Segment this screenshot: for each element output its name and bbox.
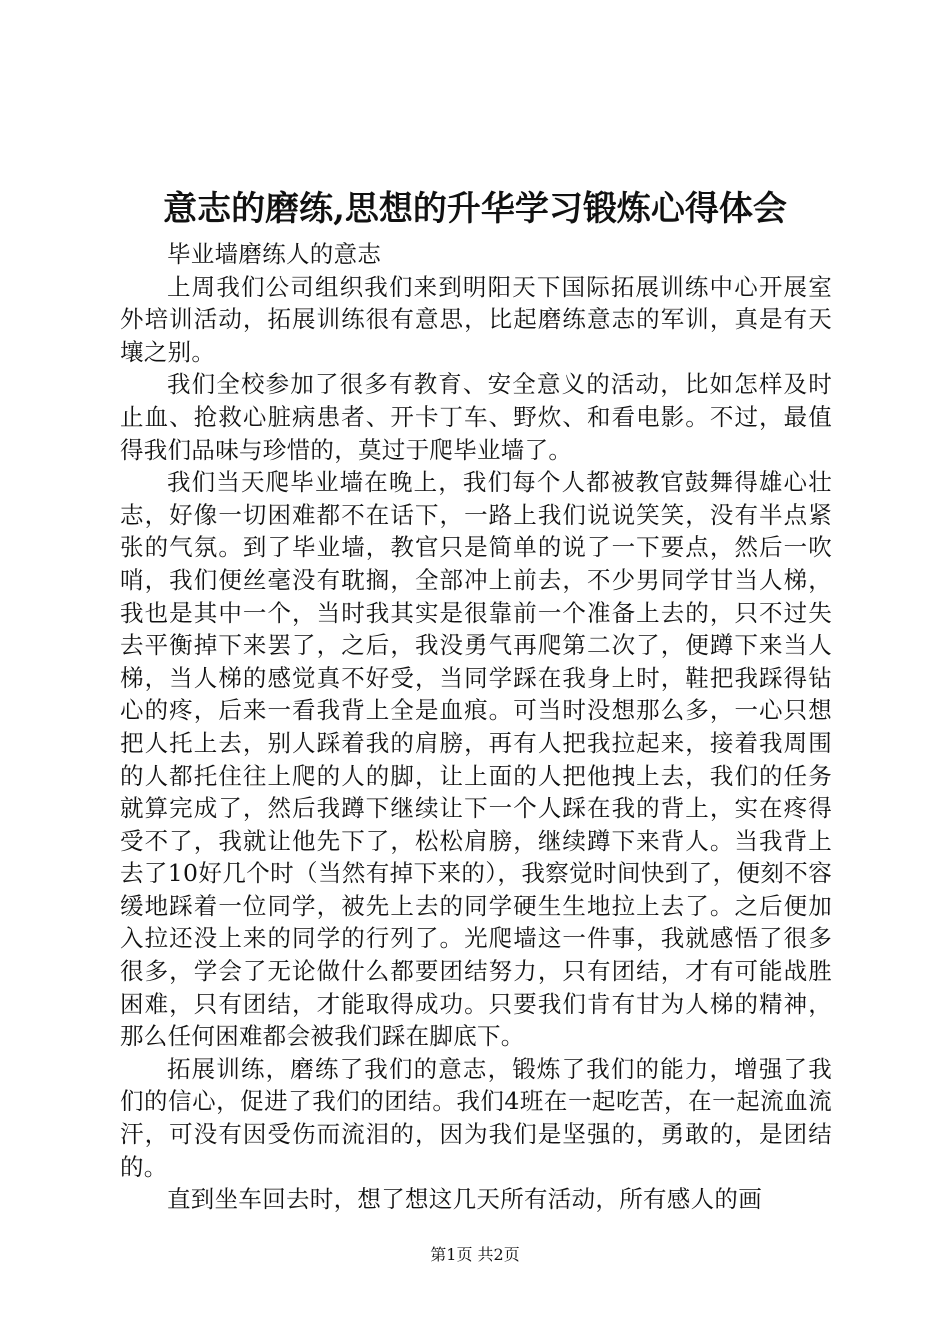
- document-title: 意志的磨练,思想的升华学习锻炼心得体会: [163, 189, 787, 229]
- paragraph: 上周我们公司组织我们来到明阳天下国际拓展训练中心开展室外培训活动，拓展训练很有意思，比起磨练意志的军训，真是有天壤之别。: [120, 272, 832, 366]
- document-body: [120, 238, 832, 1216]
- paragraph: 我们当天爬毕业墙在晚上，我们每个人都被教官鼓舞得雄心壮志，好像一切困难都不在话下，一路上我们说说笑笑，没有半点紧张的气氛。到了毕业墙，教官只是简单的说了一下要点，然后一吹哨，我们便丝毫没有耽搁，全部冲上前去，不少男同学甘当人梯，我也是其中一个，当时我其实是很靠前一个准备上去的，只不过失去平衡掉下来罢了，之后，我没勇气再爬第二次了，便蹲下来当人梯，当人梯的感觉真不好受，当同学踩在我身上时，鞋把我踩得钻心的疼，后来一看我背上全是血痕。可当时没想那么多，一心只想把人托上去，别人踩着我的肩膀，再有人把我拉起来，接着我周围的人都托住往上爬的人的脚，让上面的人把他拽上去，我们的任务就算完成了，然后我蹲下继续让下一个人踩在我的背上，实在疼得受不了，我就让他先下了，松松肩膀，继续蹲下来背人。当我背上去了10好几个时（当然有掉下来的），我察觉时间快到了，便刻不容缓地踩着一位同学，被先上去的同学硬生生地拉上去了。之后便加入拉还没上来的同学的行列了。光爬墙这一件事，我就感悟了很多很多，学会了无论做什么都要团结努力，只有团结，才有可能战胜困难，只有团结，才能取得成功。只要我们肯有甘为人梯的精神，那么任何困难都会被我们踩在脚底下。: [120, 468, 832, 1051]
- page-number-footer: 第1页 共2页: [430, 1245, 520, 1264]
- paragraph: 拓展训练，磨练了我们的意志，锻炼了我们的能力，增强了我们的信心，促进了我们的团结。我们4班在一起吃苦，在一起流血流汗，可没有因受伤而流泪的，因为我们是坚强的，勇敢的，是团结的。: [120, 1054, 832, 1181]
- paragraph: 我们全校参加了很多有教育、安全意义的活动，比如怎样及时止血、抢救心脏病患者、开卡丁车、野炊、和看电影。不过，最值得我们品味与珍惜的，莫过于爬毕业墙了。: [120, 370, 832, 464]
- paragraph: 直到坐车回去时，想了想这几天所有活动，所有感人的画: [167, 1185, 762, 1214]
- paragraph-subtitle: 毕业墙磨练人的意志: [167, 240, 382, 268]
